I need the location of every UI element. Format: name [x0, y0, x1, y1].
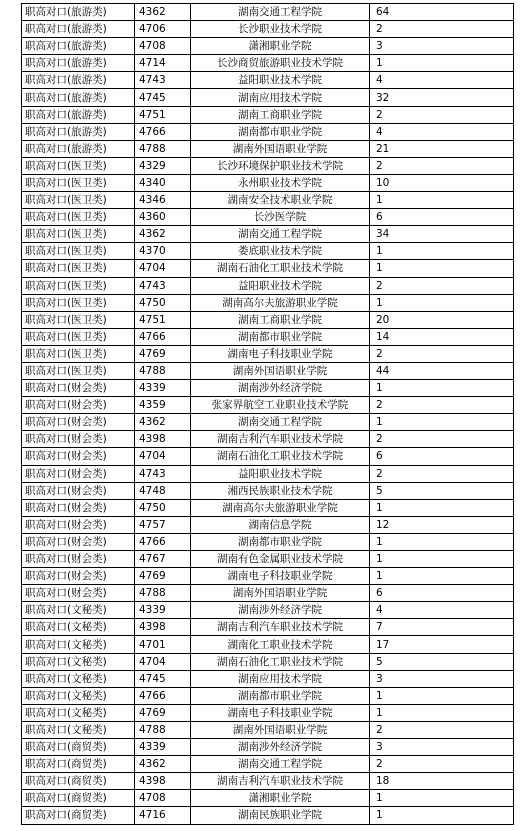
count-cell: 44	[370, 362, 514, 379]
code-cell: 4370	[135, 243, 191, 260]
count-cell: 2	[370, 721, 514, 738]
category-cell: 职高对口(财会类)	[22, 380, 135, 397]
table-row	[22, 619, 514, 636]
table-row	[22, 704, 514, 721]
school-name-cell: 潇湘职业学院	[191, 38, 370, 55]
code-cell: 4339	[135, 380, 191, 397]
code-cell: 4767	[135, 551, 191, 568]
table-row	[22, 277, 514, 294]
code-cell: 4362	[135, 226, 191, 243]
category-cell: 职高对口(医卫类)	[22, 209, 135, 226]
school-name-cell: 湖南有色金属职业技术学院	[191, 551, 370, 568]
table-container	[21, 3, 514, 825]
code-cell: 4757	[135, 516, 191, 533]
school-name-cell: 湖南电子科技职业学院	[191, 568, 370, 585]
count-cell: 6	[370, 448, 514, 465]
code-cell: 4360	[135, 209, 191, 226]
code-cell: 4346	[135, 192, 191, 209]
table-row	[22, 739, 514, 756]
code-cell: 4743	[135, 277, 191, 294]
table-row	[22, 465, 514, 482]
count-cell: 1	[370, 551, 514, 568]
table-row	[22, 551, 514, 568]
count-cell: 2	[370, 157, 514, 174]
school-name-cell: 湖南石油化工职业技术学院	[191, 448, 370, 465]
code-cell: 4716	[135, 807, 191, 824]
count-cell: 2	[370, 106, 514, 123]
count-cell: 3	[370, 670, 514, 687]
table-row	[22, 380, 514, 397]
category-cell: 职高对口(旅游类)	[22, 4, 135, 21]
school-name-cell: 湖南吉利汽车职业技术学院	[191, 619, 370, 636]
category-cell: 职高对口(医卫类)	[22, 192, 135, 209]
count-cell: 1	[370, 260, 514, 277]
table-row	[22, 192, 514, 209]
code-cell: 4750	[135, 294, 191, 311]
school-name-cell: 湖南石油化工职业技术学院	[191, 260, 370, 277]
code-cell: 4701	[135, 636, 191, 653]
table-row	[22, 72, 514, 89]
count-cell: 1	[370, 687, 514, 704]
category-cell: 职高对口(财会类)	[22, 448, 135, 465]
code-cell: 4708	[135, 38, 191, 55]
category-cell: 职高对口(医卫类)	[22, 260, 135, 277]
category-cell: 职高对口(医卫类)	[22, 362, 135, 379]
school-name-cell: 湖南外国语职业学院	[191, 585, 370, 602]
code-cell: 4743	[135, 465, 191, 482]
category-cell: 职高对口(医卫类)	[22, 294, 135, 311]
category-cell: 职高对口(旅游类)	[22, 89, 135, 106]
code-cell: 4788	[135, 140, 191, 157]
count-cell: 14	[370, 328, 514, 345]
code-cell: 4708	[135, 790, 191, 807]
school-name-cell: 湖南交通工程学院	[191, 756, 370, 773]
count-cell: 7	[370, 619, 514, 636]
code-cell: 4704	[135, 653, 191, 670]
count-cell: 1	[370, 294, 514, 311]
table-row	[22, 482, 514, 499]
school-name-cell: 湖南外国语职业学院	[191, 721, 370, 738]
school-name-cell: 湖南外国语职业学院	[191, 140, 370, 157]
school-name-cell: 湖南涉外经济学院	[191, 380, 370, 397]
category-cell: 职高对口(财会类)	[22, 482, 135, 499]
school-name-cell: 长沙商贸旅游职业技术学院	[191, 55, 370, 72]
code-cell: 4714	[135, 55, 191, 72]
table-row	[22, 533, 514, 550]
table-row	[22, 311, 514, 328]
category-cell: 职高对口(文秘类)	[22, 636, 135, 653]
code-cell: 4750	[135, 499, 191, 516]
school-name-cell: 湖南都市职业学院	[191, 687, 370, 704]
table-row	[22, 568, 514, 585]
table-row	[22, 89, 514, 106]
category-cell: 职高对口(文秘类)	[22, 687, 135, 704]
table-row	[22, 294, 514, 311]
code-cell: 4339	[135, 602, 191, 619]
table-body	[22, 4, 514, 825]
school-name-cell: 湖南化工职业技术学院	[191, 636, 370, 653]
code-cell: 4398	[135, 431, 191, 448]
category-cell: 职高对口(旅游类)	[22, 55, 135, 72]
code-cell: 4745	[135, 670, 191, 687]
table-row	[22, 345, 514, 362]
code-cell: 4359	[135, 397, 191, 414]
table-row	[22, 362, 514, 379]
table-row	[22, 499, 514, 516]
admission-table	[21, 3, 514, 825]
category-cell: 职高对口(旅游类)	[22, 21, 135, 38]
code-cell: 4706	[135, 21, 191, 38]
category-cell: 职高对口(医卫类)	[22, 328, 135, 345]
table-row	[22, 773, 514, 790]
count-cell: 4	[370, 72, 514, 89]
school-name-cell: 湖南交通工程学院	[191, 414, 370, 431]
school-name-cell: 湖南高尔夫旅游职业学院	[191, 294, 370, 311]
category-cell: 职高对口(商贸类)	[22, 756, 135, 773]
school-name-cell: 张家界航空工业职业技术学院	[191, 397, 370, 414]
table-row	[22, 4, 514, 21]
count-cell: 2	[370, 21, 514, 38]
count-cell: 1	[370, 499, 514, 516]
category-cell: 职高对口(旅游类)	[22, 140, 135, 157]
code-cell: 4398	[135, 619, 191, 636]
school-name-cell: 湖南民族职业学院	[191, 807, 370, 824]
code-cell: 4745	[135, 89, 191, 106]
category-cell: 职高对口(医卫类)	[22, 243, 135, 260]
table-row	[22, 21, 514, 38]
school-name-cell: 湖南工商职业学院	[191, 311, 370, 328]
table-row	[22, 226, 514, 243]
table-row	[22, 260, 514, 277]
category-cell: 职高对口(医卫类)	[22, 157, 135, 174]
count-cell: 10	[370, 174, 514, 191]
table-row	[22, 687, 514, 704]
code-cell: 4362	[135, 756, 191, 773]
school-name-cell: 湖南电子科技职业学院	[191, 345, 370, 362]
school-name-cell: 湖南交通工程学院	[191, 4, 370, 21]
school-name-cell: 益阳职业技术学院	[191, 277, 370, 294]
school-name-cell: 永州职业技术学院	[191, 174, 370, 191]
table-row	[22, 140, 514, 157]
count-cell: 1	[370, 55, 514, 72]
school-name-cell: 湖南交通工程学院	[191, 226, 370, 243]
category-cell: 职高对口(旅游类)	[22, 38, 135, 55]
code-cell: 4788	[135, 585, 191, 602]
count-cell: 4	[370, 602, 514, 619]
count-cell: 12	[370, 516, 514, 533]
table-row	[22, 243, 514, 260]
category-cell: 职高对口(财会类)	[22, 585, 135, 602]
school-name-cell: 湖南信息学院	[191, 516, 370, 533]
category-cell: 职高对口(医卫类)	[22, 345, 135, 362]
count-cell: 5	[370, 653, 514, 670]
school-name-cell: 湖南应用技术学院	[191, 89, 370, 106]
count-cell: 20	[370, 311, 514, 328]
school-name-cell: 长沙环境保护职业技术学院	[191, 157, 370, 174]
code-cell: 4769	[135, 568, 191, 585]
code-cell: 4769	[135, 345, 191, 362]
count-cell: 21	[370, 140, 514, 157]
code-cell: 4340	[135, 174, 191, 191]
code-cell: 4748	[135, 482, 191, 499]
code-cell: 4704	[135, 260, 191, 277]
count-cell: 3	[370, 38, 514, 55]
count-cell: 5	[370, 482, 514, 499]
category-cell: 职高对口(财会类)	[22, 465, 135, 482]
school-name-cell: 湖南都市职业学院	[191, 328, 370, 345]
category-cell: 职高对口(文秘类)	[22, 704, 135, 721]
category-cell: 职高对口(文秘类)	[22, 653, 135, 670]
school-name-cell: 湖南外国语职业学院	[191, 362, 370, 379]
count-cell: 17	[370, 636, 514, 653]
school-name-cell: 益阳职业技术学院	[191, 72, 370, 89]
table-row	[22, 157, 514, 174]
table-row	[22, 636, 514, 653]
count-cell: 1	[370, 807, 514, 824]
code-cell: 4362	[135, 414, 191, 431]
code-cell: 4769	[135, 704, 191, 721]
code-cell: 4766	[135, 328, 191, 345]
code-cell: 4398	[135, 773, 191, 790]
category-cell: 职高对口(财会类)	[22, 414, 135, 431]
category-cell: 职高对口(财会类)	[22, 516, 135, 533]
category-cell: 职高对口(商贸类)	[22, 790, 135, 807]
category-cell: 职高对口(医卫类)	[22, 277, 135, 294]
table-row	[22, 721, 514, 738]
count-cell: 32	[370, 89, 514, 106]
category-cell: 职高对口(医卫类)	[22, 174, 135, 191]
school-name-cell: 湖南电子科技职业学院	[191, 704, 370, 721]
category-cell: 职高对口(旅游类)	[22, 123, 135, 140]
table-row	[22, 431, 514, 448]
table-row	[22, 516, 514, 533]
table-row	[22, 38, 514, 55]
table-row	[22, 123, 514, 140]
school-name-cell: 湖南吉利汽车职业技术学院	[191, 773, 370, 790]
table-row	[22, 790, 514, 807]
code-cell: 4751	[135, 311, 191, 328]
table-row	[22, 670, 514, 687]
category-cell: 职高对口(旅游类)	[22, 106, 135, 123]
code-cell: 4362	[135, 4, 191, 21]
code-cell: 4766	[135, 533, 191, 550]
category-cell: 职高对口(商贸类)	[22, 807, 135, 824]
table-row	[22, 209, 514, 226]
school-name-cell: 湖南都市职业学院	[191, 533, 370, 550]
school-name-cell: 娄底职业技术学院	[191, 243, 370, 260]
code-cell: 4743	[135, 72, 191, 89]
school-name-cell: 湖南都市职业学院	[191, 123, 370, 140]
category-cell: 职高对口(财会类)	[22, 551, 135, 568]
count-cell: 6	[370, 209, 514, 226]
table-row	[22, 397, 514, 414]
table-row	[22, 756, 514, 773]
category-cell: 职高对口(文秘类)	[22, 670, 135, 687]
count-cell: 6	[370, 585, 514, 602]
category-cell: 职高对口(文秘类)	[22, 619, 135, 636]
count-cell: 1	[370, 790, 514, 807]
category-cell: 职高对口(文秘类)	[22, 602, 135, 619]
count-cell: 2	[370, 277, 514, 294]
school-name-cell: 湘西民族职业技术学院	[191, 482, 370, 499]
category-cell: 职高对口(医卫类)	[22, 226, 135, 243]
count-cell: 1	[370, 380, 514, 397]
category-cell: 职高对口(财会类)	[22, 397, 135, 414]
count-cell: 1	[370, 704, 514, 721]
category-cell: 职高对口(文秘类)	[22, 721, 135, 738]
count-cell: 4	[370, 123, 514, 140]
count-cell: 34	[370, 226, 514, 243]
count-cell: 18	[370, 773, 514, 790]
count-cell: 2	[370, 431, 514, 448]
count-cell: 1	[370, 568, 514, 585]
category-cell: 职高对口(旅游类)	[22, 72, 135, 89]
code-cell: 4766	[135, 687, 191, 704]
code-cell: 4766	[135, 123, 191, 140]
school-name-cell: 湖南吉利汽车职业技术学院	[191, 431, 370, 448]
category-cell: 职高对口(财会类)	[22, 499, 135, 516]
code-cell: 4751	[135, 106, 191, 123]
school-name-cell: 长沙职业技术学院	[191, 21, 370, 38]
count-cell: 1	[370, 533, 514, 550]
count-cell: 2	[370, 756, 514, 773]
school-name-cell: 益阳职业技术学院	[191, 465, 370, 482]
category-cell: 职高对口(商贸类)	[22, 739, 135, 756]
count-cell: 1	[370, 414, 514, 431]
code-cell: 4339	[135, 739, 191, 756]
category-cell: 职高对口(商贸类)	[22, 773, 135, 790]
category-cell: 职高对口(财会类)	[22, 533, 135, 550]
school-name-cell: 湖南安全技术职业学院	[191, 192, 370, 209]
category-cell: 职高对口(医卫类)	[22, 311, 135, 328]
table-row	[22, 448, 514, 465]
count-cell: 1	[370, 243, 514, 260]
table-row	[22, 653, 514, 670]
school-name-cell: 湖南应用技术学院	[191, 670, 370, 687]
category-cell: 职高对口(财会类)	[22, 431, 135, 448]
count-cell: 2	[370, 397, 514, 414]
school-name-cell: 潇湘职业学院	[191, 790, 370, 807]
table-row	[22, 55, 514, 72]
count-cell: 2	[370, 465, 514, 482]
count-cell: 1	[370, 192, 514, 209]
table-row	[22, 328, 514, 345]
table-row	[22, 585, 514, 602]
school-name-cell: 湖南工商职业学院	[191, 106, 370, 123]
count-cell: 3	[370, 739, 514, 756]
table-row	[22, 807, 514, 824]
table-row	[22, 106, 514, 123]
table-row	[22, 602, 514, 619]
code-cell: 4704	[135, 448, 191, 465]
category-cell: 职高对口(财会类)	[22, 568, 135, 585]
table-row	[22, 414, 514, 431]
count-cell: 2	[370, 345, 514, 362]
code-cell: 4788	[135, 721, 191, 738]
school-name-cell: 湖南石油化工职业技术学院	[191, 653, 370, 670]
table-row	[22, 174, 514, 191]
school-name-cell: 湖南涉外经济学院	[191, 739, 370, 756]
code-cell: 4788	[135, 362, 191, 379]
school-name-cell: 长沙医学院	[191, 209, 370, 226]
school-name-cell: 湖南高尔夫旅游职业学院	[191, 499, 370, 516]
school-name-cell: 湖南涉外经济学院	[191, 602, 370, 619]
count-cell: 64	[370, 4, 514, 21]
code-cell: 4329	[135, 157, 191, 174]
